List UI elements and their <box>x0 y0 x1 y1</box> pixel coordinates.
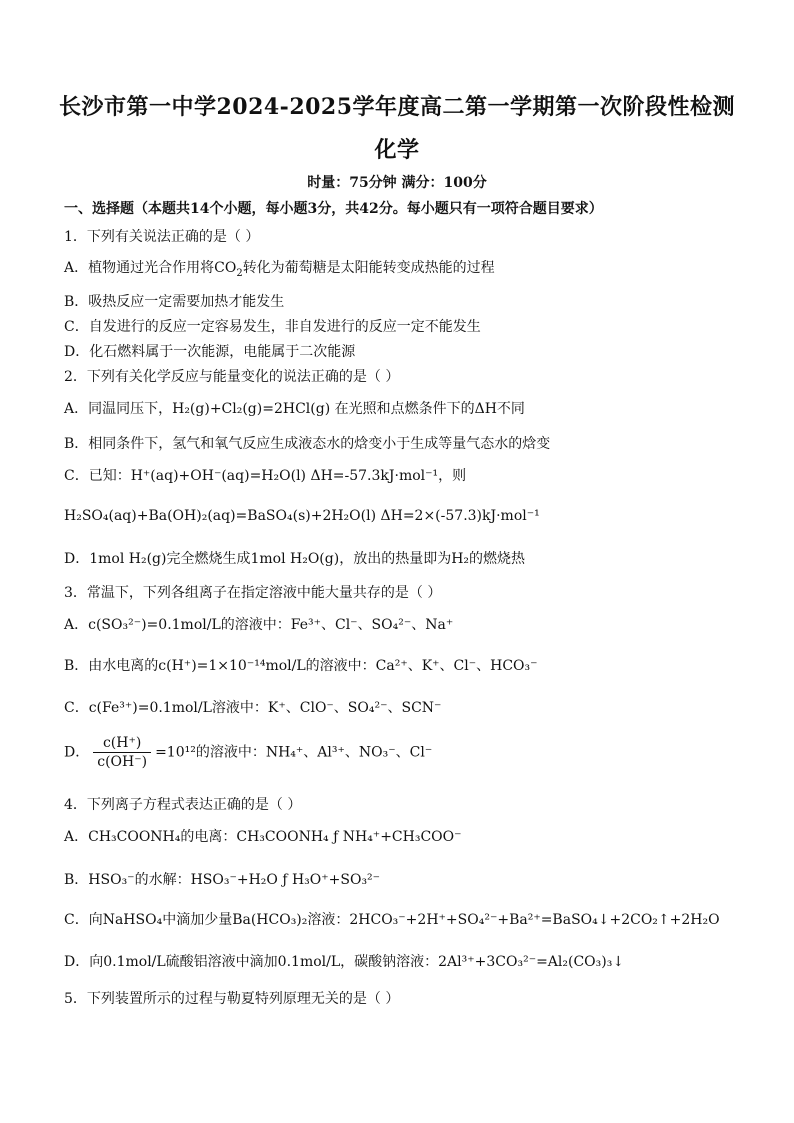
question-5-stem: 5．下列装置所示的过程与勒夏特列原理无关的是（ ） <box>64 991 400 1007</box>
question-2-option-c-equation: H₂SO₄(aq)+Ba(OH)₂(aq)=BaSO₄(s)+2H₂O(l) ΔH=2×(-57.3)kJ·mol⁻¹ <box>64 508 540 524</box>
question-1-option-c: C．自发进行的反应一定容易发生，非自发进行的反应一定不能发生 <box>64 319 481 335</box>
question-2-option-a: A．同温同压下，H₂(g)+Cl₂(g)=2HCl(g) 在光照和点燃条件下的ΔH不同 <box>64 401 525 417</box>
option-text: =10¹²的溶液中：NH₄⁺、Al³⁺、NO₃⁻、Cl⁻ <box>155 744 433 761</box>
question-2-option-b: B．相同条件下，氢气和氧气反应生成液态水的焓变小于生成等量气态水的焓变 <box>64 436 551 452</box>
question-3-stem: 3．常温下，下列各组离子在指定溶液中能大量共存的是（ ） <box>64 585 442 601</box>
question-2-option-c: C．已知：H⁺(aq)+OH⁻(aq)=H₂O(l) ΔH=-57.3kJ·mol⁻¹，则 <box>64 468 467 484</box>
question-1-option-b: B．吸热反应一定需要加热才能发生 <box>64 294 285 310</box>
question-3-option-c: C．c(Fe³⁺)=0.1mol/L溶液中：K⁺、ClO⁻、SO₄²⁻、SCN⁻ <box>64 700 442 716</box>
fraction-numerator: c(H⁺) <box>93 735 151 753</box>
question-3-option-d <box>64 735 432 770</box>
question-3-option-a: A．c(SO₃²⁻)=0.1mol/L的溶液中：Fe³⁺、Cl⁻、SO₄²⁻、Na⁺ <box>64 617 454 633</box>
question-1-option-a <box>64 257 495 277</box>
question-2-stem: 2．下列有关化学反应与能量变化的说法正确的是（ ） <box>64 369 400 385</box>
option-subscript: 2 <box>236 267 243 279</box>
fraction-denominator: c(OH⁻) <box>97 754 148 770</box>
question-4-option-d: D．向0.1mol/L硫酸铝溶液中滴加0.1mol/L，碳酸钠溶液：2Al³⁺+3CO₃²⁻=Al₂(CO₃)₃↓ <box>64 954 625 970</box>
question-3-option-b: B．由水电离的c(H⁺)=1×10⁻¹⁴mol/L的溶液中：Ca²⁺、K⁺、Cl⁻、HCO₃⁻ <box>64 658 538 674</box>
section-heading: 一、选择题（本题共14个小题，每小题3分，共42分。每小题只有一项符合题目要求） <box>64 201 603 217</box>
question-4-option-a: A．CH₃COONH₄的电离：CH₃COONH₄ ƒ NH₄⁺+CH₃COO⁻ <box>64 829 462 845</box>
question-4-option-b: B．HSO₃⁻的水解：HSO₃⁻+H₂O ƒ H₃O⁺+SO₃²⁻ <box>64 872 381 888</box>
question-4-stem: 4．下列离子方程式表达正确的是（ ） <box>64 797 302 813</box>
option-text: A．植物通过光合作用将CO <box>64 260 237 276</box>
fraction <box>93 735 151 770</box>
question-1-option-d: D．化石燃料属于一次能源，电能属于二次能源 <box>64 344 356 360</box>
subject-title: 化学 <box>374 137 420 163</box>
exam-title: 长沙市第一中学2024-2025学年度高二第一学期第一次阶段性检测 <box>58 94 736 120</box>
question-1-stem: 1．下列有关说法正确的是（ ） <box>64 229 260 245</box>
option-label: D． <box>64 744 90 761</box>
question-2-option-d: D．1mol H₂(g)完全燃烧生成1mol H₂O(g)，放出的热量即为H₂的燃烧热 <box>64 551 526 567</box>
question-4-option-c: C．向NaHSO₄中滴加少量Ba(HCO₃)₂溶液：2HCO₃⁻+2H⁺+SO₄²⁻+Ba²⁺=BaSO₄↓+2CO₂↑+2H₂O <box>64 912 720 928</box>
exam-meta: 时量：75分钟 满分：100分 <box>307 175 487 191</box>
option-text: 转化为葡萄糖是太阳能转变成热能的过程 <box>242 260 495 276</box>
